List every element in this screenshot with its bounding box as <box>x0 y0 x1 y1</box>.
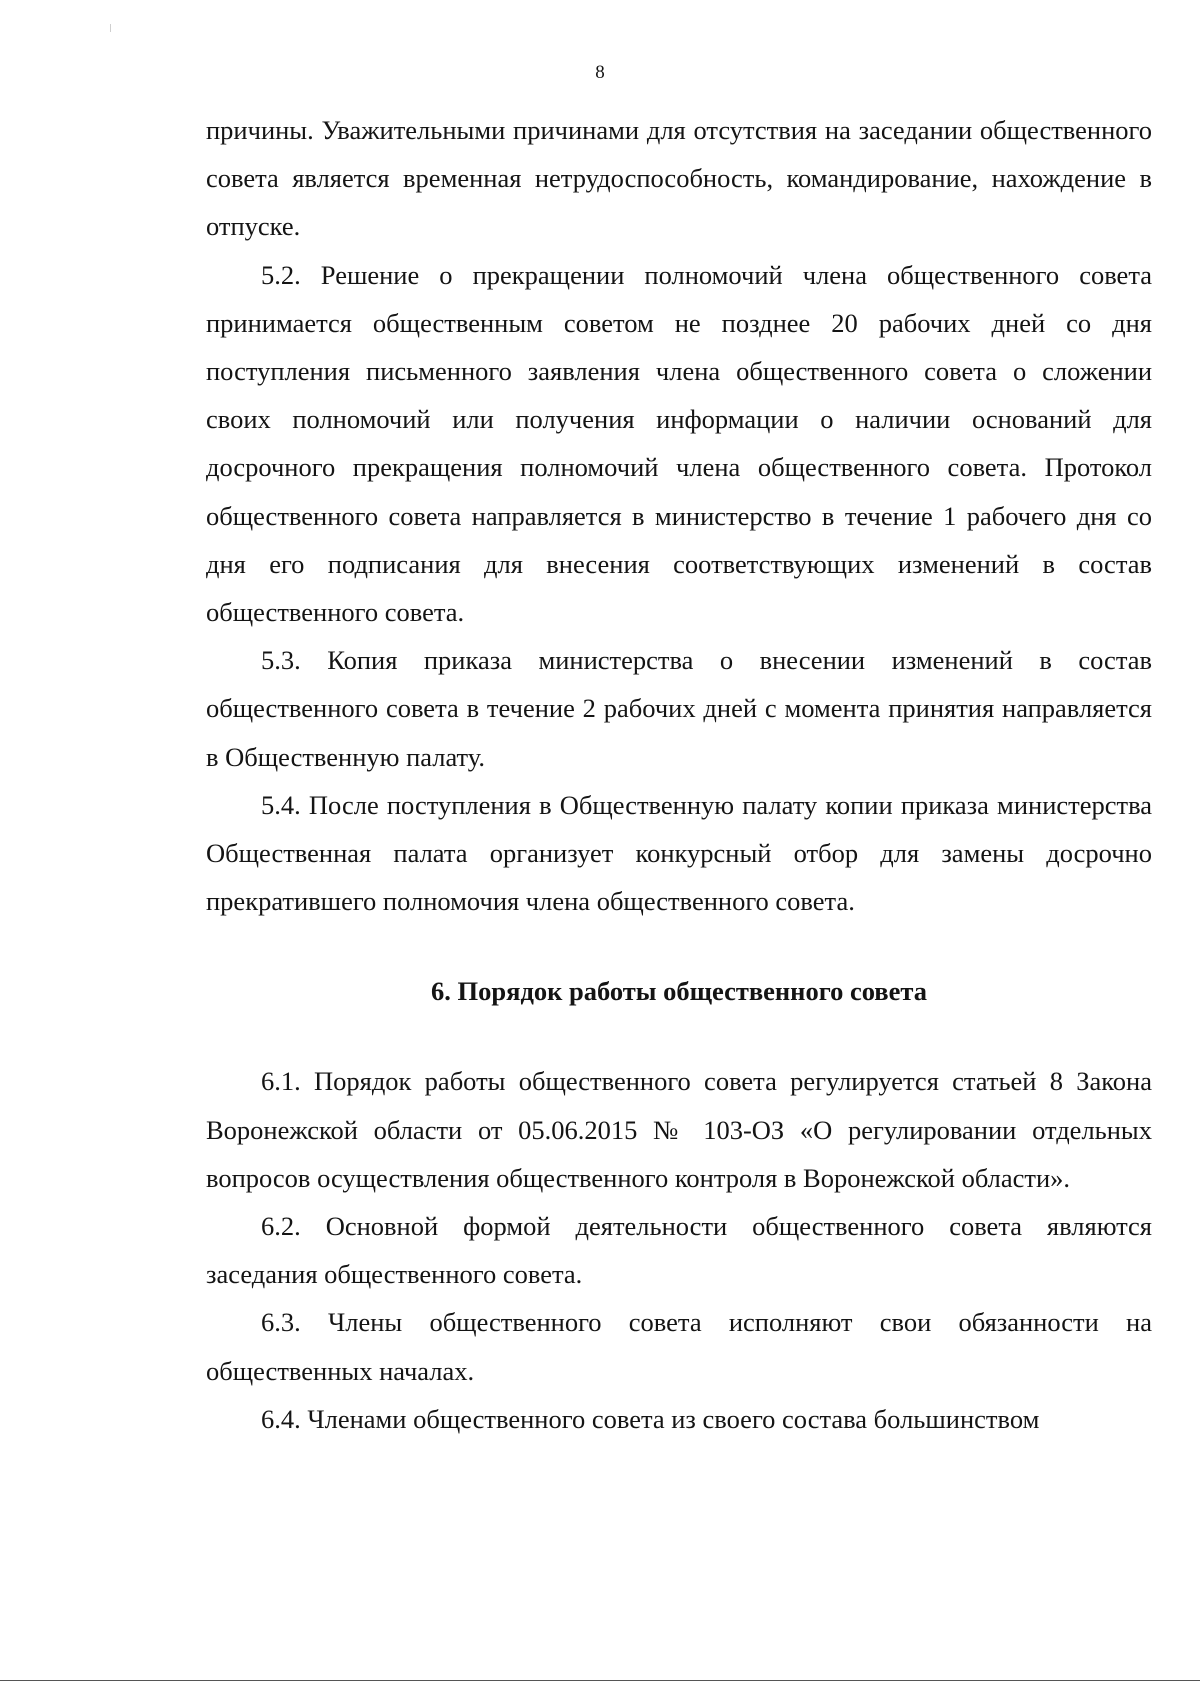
document-body <box>206 106 1152 1443</box>
scan-speck <box>110 24 111 32</box>
paragraph-5-3: 5.3. Копия приказа министерства о внесении изменений в состав общественного совета в течение 2 рабочих дней с момента принятия направляется в Общественную палату. <box>206 645 1152 772</box>
paragraph-5-2: 5.2. Решение о прекращении полномочий члена общественного совета принимается общественным советом не позднее 20 рабочих дней со дня поступления письменного заявления члена общественного совета о сложении своих полномочий или получения информации о наличии оснований для досрочного прекращения полномочий члена общественного совета. Протокол общественного совета направляется в министерство в течение 1 рабочего дня со дня его подписания для внесения соответствующих изменений в состав общественного совета. <box>206 259 1152 628</box>
paragraph-6-4: 6.4. Членами общественного совета из своего состава большинством <box>261 1403 1040 1434</box>
paragraph-6-1: 6.1. Порядок работы общественного совета регулируется статьей 8 Закона Воронежской области от 05.06.2015 № 103-ОЗ «О регулировании отдельных вопросов осуществления общественного контроля в Воронежской области». <box>206 1066 1152 1193</box>
paragraph-5-4: 5.4. После поступления в Общественную палату копии приказа министерства Общественная палата организует конкурсный отбор для замены досрочно прекратившего полномочия члена общественного совета. <box>206 789 1152 917</box>
section-title: 6. Порядок работы общественного совета <box>431 976 927 1007</box>
paragraph-6-2: 6.2. Основной формой деятельности общественного совета являются заседания общественного совета. <box>206 1211 1152 1290</box>
page-number: 8 <box>595 62 605 83</box>
paragraph-6-3: 6.3. Члены общественного совета исполняют свои обязанности на общественных началах. <box>206 1307 1152 1386</box>
paragraph-continuation: причины. Уважительными причинами для отсутствия на заседании общественного совета является временная нетрудоспособность, командирование, нахождение в отпуске. <box>206 115 1152 242</box>
bottom-scan-line <box>0 1680 1200 1681</box>
